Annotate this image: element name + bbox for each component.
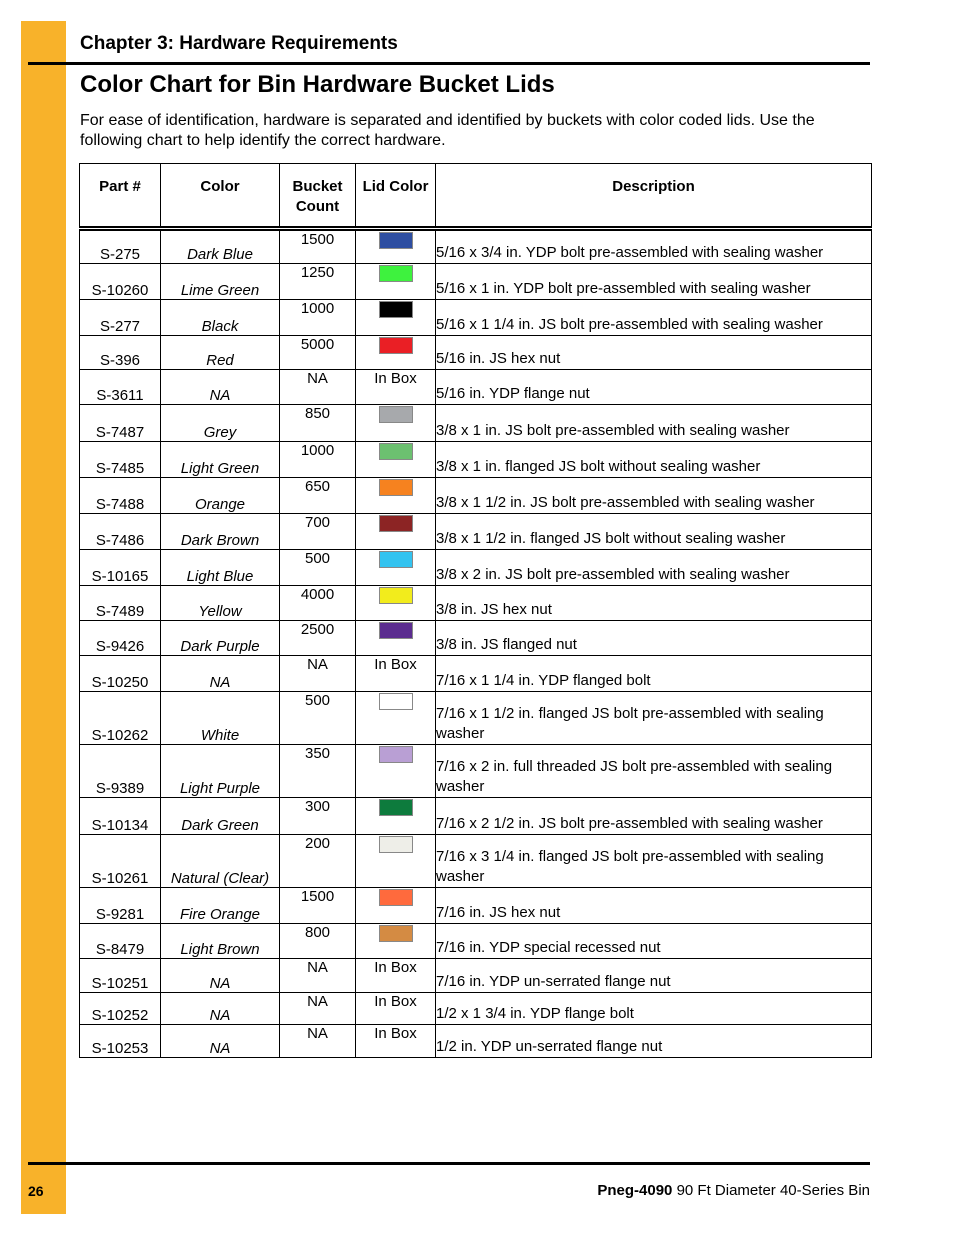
table-row <box>80 993 872 1025</box>
lid-color-cell <box>356 621 436 656</box>
table-row <box>80 888 872 924</box>
description-cell: 7/16 x 2 1/2 in. JS bolt pre-assembled with sealing washer <box>436 798 872 835</box>
table-row <box>80 229 872 264</box>
lid-color-swatch <box>379 925 413 942</box>
color-name-cell: NA <box>161 370 280 405</box>
lid-color-swatch <box>379 746 413 763</box>
lid-color-cell <box>356 264 436 300</box>
color-name-cell: Red <box>161 336 280 370</box>
footer-doc-id: Pneg-4090 <box>597 1182 673 1199</box>
part-number-cell: S-7486 <box>80 514 161 550</box>
lid-color-cell <box>356 1025 436 1058</box>
lid-color-swatch <box>379 265 413 282</box>
description-cell: 5/16 in. YDP flange nut <box>436 370 872 405</box>
lid-color-cell <box>356 993 436 1025</box>
description-cell: 7/16 x 3 1/4 in. flanged JS bolt pre-assembled with sealing washer <box>436 835 872 888</box>
lid-color-swatch <box>379 301 413 318</box>
description-cell: 5/16 x 1 in. YDP bolt pre-assembled with sealing washer <box>436 264 872 300</box>
table-row <box>80 514 872 550</box>
table-row <box>80 478 872 514</box>
color-name-cell: Orange <box>161 478 280 514</box>
part-number-cell: S-10261 <box>80 835 161 888</box>
table-row <box>80 692 872 745</box>
description-cell: 7/16 in. YDP un-serrated flange nut <box>436 959 872 993</box>
header-part: Part # <box>80 164 161 229</box>
part-number-cell: S-8479 <box>80 924 161 959</box>
header-color: Color <box>161 164 280 229</box>
lid-color-cell <box>356 586 436 621</box>
part-number-cell: S-396 <box>80 336 161 370</box>
description-cell: 3/8 x 2 in. JS bolt pre-assembled with sealing washer <box>436 550 872 586</box>
table-row <box>80 586 872 621</box>
bucket-count-cell: 650 <box>280 478 356 514</box>
bucket-count-cell: 800 <box>280 924 356 959</box>
table-body <box>80 229 872 1058</box>
lid-color-cell <box>356 370 436 405</box>
color-name-cell: NA <box>161 993 280 1025</box>
color-name-cell: Lime Green <box>161 264 280 300</box>
lid-color-swatch <box>379 406 413 423</box>
footer-doc-info <box>597 1182 870 1199</box>
bucket-count-cell: 1000 <box>280 300 356 336</box>
bucket-count-cell: NA <box>280 656 356 692</box>
bucket-count-cell: 1500 <box>280 229 356 264</box>
color-name-cell: Yellow <box>161 586 280 621</box>
bucket-count-cell: 500 <box>280 550 356 586</box>
color-name-cell: White <box>161 692 280 745</box>
table-row <box>80 924 872 959</box>
color-name-cell: Dark Green <box>161 798 280 835</box>
table-row <box>80 405 872 442</box>
table-row <box>80 959 872 993</box>
lid-color-cell <box>356 514 436 550</box>
part-number-cell: S-9281 <box>80 888 161 924</box>
bucket-count-cell: NA <box>280 959 356 993</box>
part-number-cell: S-7487 <box>80 405 161 442</box>
part-number-cell: S-10251 <box>80 959 161 993</box>
part-number-cell: S-7488 <box>80 478 161 514</box>
side-color-bar <box>21 21 66 1214</box>
color-name-cell: Light Brown <box>161 924 280 959</box>
bucket-count-cell: 5000 <box>280 336 356 370</box>
lid-color-swatch <box>379 622 413 639</box>
lid-color-cell <box>356 478 436 514</box>
lid-color-cell <box>356 959 436 993</box>
description-cell: 3/8 in. JS hex nut <box>436 586 872 621</box>
description-cell: 7/16 in. JS hex nut <box>436 888 872 924</box>
part-number-cell: S-7485 <box>80 442 161 478</box>
bucket-count-cell: 300 <box>280 798 356 835</box>
lid-color-cell <box>356 550 436 586</box>
page-title: Color Chart for Bin Hardware Bucket Lids <box>80 71 555 98</box>
table-row <box>80 835 872 888</box>
page-number: 26 <box>28 1183 44 1199</box>
lid-in-box-label: In Box <box>374 656 417 673</box>
description-cell: 1/2 x 1 3/4 in. YDP flange bolt <box>436 993 872 1025</box>
lid-color-swatch <box>379 443 413 460</box>
lid-color-swatch <box>379 693 413 710</box>
table-row <box>80 336 872 370</box>
description-cell: 7/16 in. YDP special recessed nut <box>436 924 872 959</box>
color-name-cell: Light Purple <box>161 745 280 798</box>
footer-doc-title: 90 Ft Diameter 40-Series Bin <box>676 1182 870 1199</box>
color-name-cell: Light Blue <box>161 550 280 586</box>
lid-color-swatch <box>379 799 413 816</box>
lid-color-swatch <box>379 337 413 354</box>
lid-in-box-label: In Box <box>374 1025 417 1042</box>
description-cell: 3/8 x 1 1/2 in. JS bolt pre-assembled with sealing washer <box>436 478 872 514</box>
lid-color-swatch <box>379 515 413 532</box>
part-number-cell: S-10262 <box>80 692 161 745</box>
lid-color-cell <box>356 798 436 835</box>
header-bucket-count: Bucket Count <box>280 164 356 229</box>
description-cell: 5/16 x 1 1/4 in. JS bolt pre-assembled with sealing washer <box>436 300 872 336</box>
lid-color-swatch <box>379 889 413 906</box>
color-name-cell: Light Green <box>161 442 280 478</box>
color-chart-table <box>79 163 872 1058</box>
bucket-count-cell: 200 <box>280 835 356 888</box>
bucket-count-cell: 850 <box>280 405 356 442</box>
color-name-cell: Natural (Clear) <box>161 835 280 888</box>
lid-color-swatch <box>379 551 413 568</box>
lid-color-swatch <box>379 587 413 604</box>
bucket-count-cell: 500 <box>280 692 356 745</box>
color-name-cell: Black <box>161 300 280 336</box>
color-name-cell: Dark Brown <box>161 514 280 550</box>
lid-color-swatch <box>379 836 413 853</box>
lid-color-cell <box>356 405 436 442</box>
part-number-cell: S-10250 <box>80 656 161 692</box>
part-number-cell: S-10260 <box>80 264 161 300</box>
intro-paragraph: For ease of identification, hardware is separated and identified by buckets with color coded lids. Use the following chart to help identify the correct hardware. <box>80 112 815 149</box>
color-name-cell: Fire Orange <box>161 888 280 924</box>
bucket-count-cell: 350 <box>280 745 356 798</box>
description-cell: 3/8 in. JS flanged nut <box>436 621 872 656</box>
lid-color-cell <box>356 888 436 924</box>
lid-color-cell <box>356 692 436 745</box>
lid-color-cell <box>356 442 436 478</box>
part-number-cell: S-277 <box>80 300 161 336</box>
color-name-cell: Dark Purple <box>161 621 280 656</box>
color-name-cell: Dark Blue <box>161 229 280 264</box>
part-number-cell: S-9426 <box>80 621 161 656</box>
lid-color-cell <box>356 924 436 959</box>
part-number-cell: S-275 <box>80 229 161 264</box>
table-row <box>80 264 872 300</box>
color-name-cell: Grey <box>161 405 280 442</box>
lid-color-cell <box>356 656 436 692</box>
bucket-count-cell: 4000 <box>280 586 356 621</box>
lid-in-box-label: In Box <box>374 959 417 976</box>
lid-in-box-label: In Box <box>374 370 417 387</box>
bucket-count-cell: NA <box>280 993 356 1025</box>
description-cell: 7/16 x 2 in. full threaded JS bolt pre-assembled with sealing washer <box>436 745 872 798</box>
table-row <box>80 621 872 656</box>
part-number-cell: S-10134 <box>80 798 161 835</box>
lid-color-swatch <box>379 479 413 496</box>
description-cell: 3/8 x 1 in. JS bolt pre-assembled with sealing washer <box>436 405 872 442</box>
lid-color-cell <box>356 336 436 370</box>
color-name-cell: NA <box>161 959 280 993</box>
bucket-count-cell: NA <box>280 1025 356 1058</box>
part-number-cell: S-10252 <box>80 993 161 1025</box>
bucket-count-cell: 1000 <box>280 442 356 478</box>
part-number-cell: S-10165 <box>80 550 161 586</box>
table-row <box>80 1025 872 1058</box>
table-row <box>80 798 872 835</box>
part-number-cell: S-3611 <box>80 370 161 405</box>
lid-color-cell <box>356 300 436 336</box>
part-number-cell: S-9389 <box>80 745 161 798</box>
bucket-count-cell: NA <box>280 370 356 405</box>
table-row <box>80 550 872 586</box>
part-number-cell: S-10253 <box>80 1025 161 1058</box>
table-row <box>80 300 872 336</box>
part-number-cell: S-7489 <box>80 586 161 621</box>
lid-color-swatch <box>379 232 413 249</box>
bucket-count-cell: 1250 <box>280 264 356 300</box>
description-cell: 7/16 x 1 1/4 in. YDP flanged bolt <box>436 656 872 692</box>
header-rule <box>28 62 870 65</box>
description-cell: 5/16 x 3/4 in. YDP bolt pre-assembled with sealing washer <box>436 229 872 264</box>
footer-rule <box>28 1162 870 1165</box>
header-lid-color: Lid Color <box>356 164 436 229</box>
lid-color-cell <box>356 835 436 888</box>
description-cell: 3/8 x 1 1/2 in. flanged JS bolt without sealing washer <box>436 514 872 550</box>
bucket-count-cell: 1500 <box>280 888 356 924</box>
color-name-cell: NA <box>161 1025 280 1058</box>
bucket-count-cell: 700 <box>280 514 356 550</box>
header-description: Description <box>436 164 872 229</box>
description-cell: 3/8 x 1 in. flanged JS bolt without sealing washer <box>436 442 872 478</box>
table-header-row <box>80 164 872 229</box>
description-cell: 1/2 in. YDP un-serrated flange nut <box>436 1025 872 1058</box>
bucket-count-cell: 2500 <box>280 621 356 656</box>
description-cell: 5/16 in. JS hex nut <box>436 336 872 370</box>
lid-color-cell <box>356 745 436 798</box>
lid-in-box-label: In Box <box>374 993 417 1010</box>
table-row <box>80 370 872 405</box>
table-row <box>80 656 872 692</box>
lid-color-cell <box>356 229 436 264</box>
table-row <box>80 442 872 478</box>
description-cell: 7/16 x 1 1/2 in. flanged JS bolt pre-assembled with sealing washer <box>436 692 872 745</box>
table-row <box>80 745 872 798</box>
chapter-heading: Chapter 3: Hardware Requirements <box>80 33 398 54</box>
color-name-cell: NA <box>161 656 280 692</box>
